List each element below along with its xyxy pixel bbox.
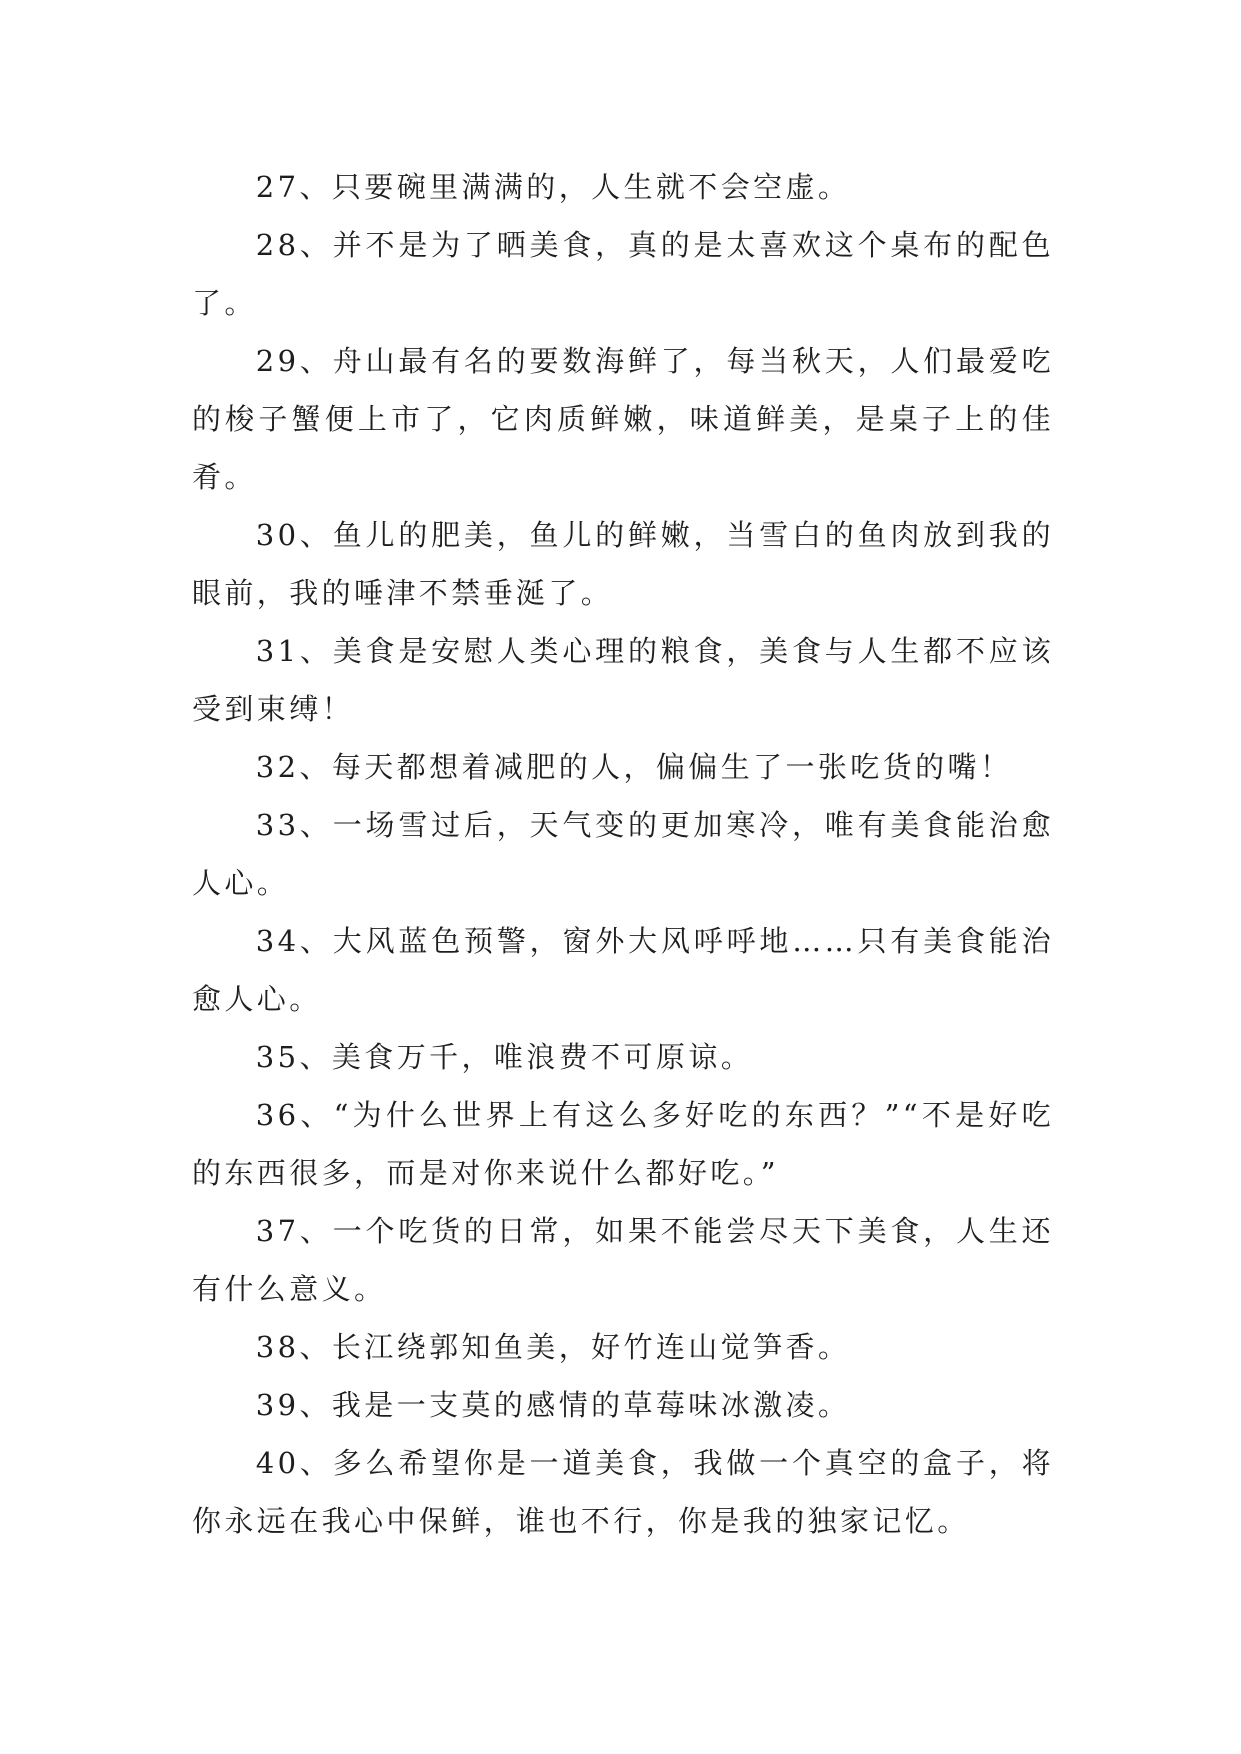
paragraph-33: 33、一场雪过后，天气变的更加寒冷，唯有美食能治愈人心。 — [192, 808, 1054, 900]
paragraph-35: 35、美食万千，唯浪费不可原谅。 — [255, 1040, 754, 1074]
paragraph-39: 39、我是一支莫的感情的草莓味冰激凌。 — [255, 1388, 851, 1422]
paragraph-30: 30、鱼儿的肥美，鱼儿的鲜嫩，当雪白的鱼肉放到我的眼前，我的唾津不禁垂涎了。 — [192, 518, 1054, 610]
paragraph-31: 31、美食是安慰人类心理的粮食，美食与人生都不应该受到束缚！ — [192, 634, 1054, 726]
paragraph-38: 38、长江绕郭知鱼美，好竹连山觉笋香。 — [255, 1330, 851, 1364]
paragraph-27: 27、只要碗里满满的，人生就不会空虚。 — [255, 170, 851, 204]
paragraph-32: 32、每天都想着减肥的人，偏偏生了一张吃货的嘴！ — [255, 750, 1013, 784]
paragraph-28: 28、并不是为了晒美食，真的是太喜欢这个桌布的配色了。 — [192, 228, 1054, 320]
document-body — [192, 158, 1054, 1550]
paragraph-37: 37、一个吃货的日常，如果不能尝尽天下美食，人生还有什么意义。 — [192, 1214, 1054, 1306]
paragraph-40: 40、多么希望你是一道美食，我做一个真空的盒子，将你永远在我心中保鲜，谁也不行，你是我的独家记忆。 — [192, 1446, 1054, 1538]
paragraph-29: 29、舟山最有名的要数海鲜了，每当秋天，人们最爱吃的梭子蟹便上市了，它肉质鲜嫩，味道鲜美，是桌子上的佳肴。 — [192, 344, 1054, 494]
paragraph-34: 34、大风蓝色预警，窗外大风呼呼地……只有美食能治愈人心。 — [192, 924, 1054, 1016]
paragraph-36: 36、“为什么世界上有这么多好吃的东西？”“不是好吃的东西很多，而是对你来说什么都好吃。” — [192, 1098, 1054, 1190]
